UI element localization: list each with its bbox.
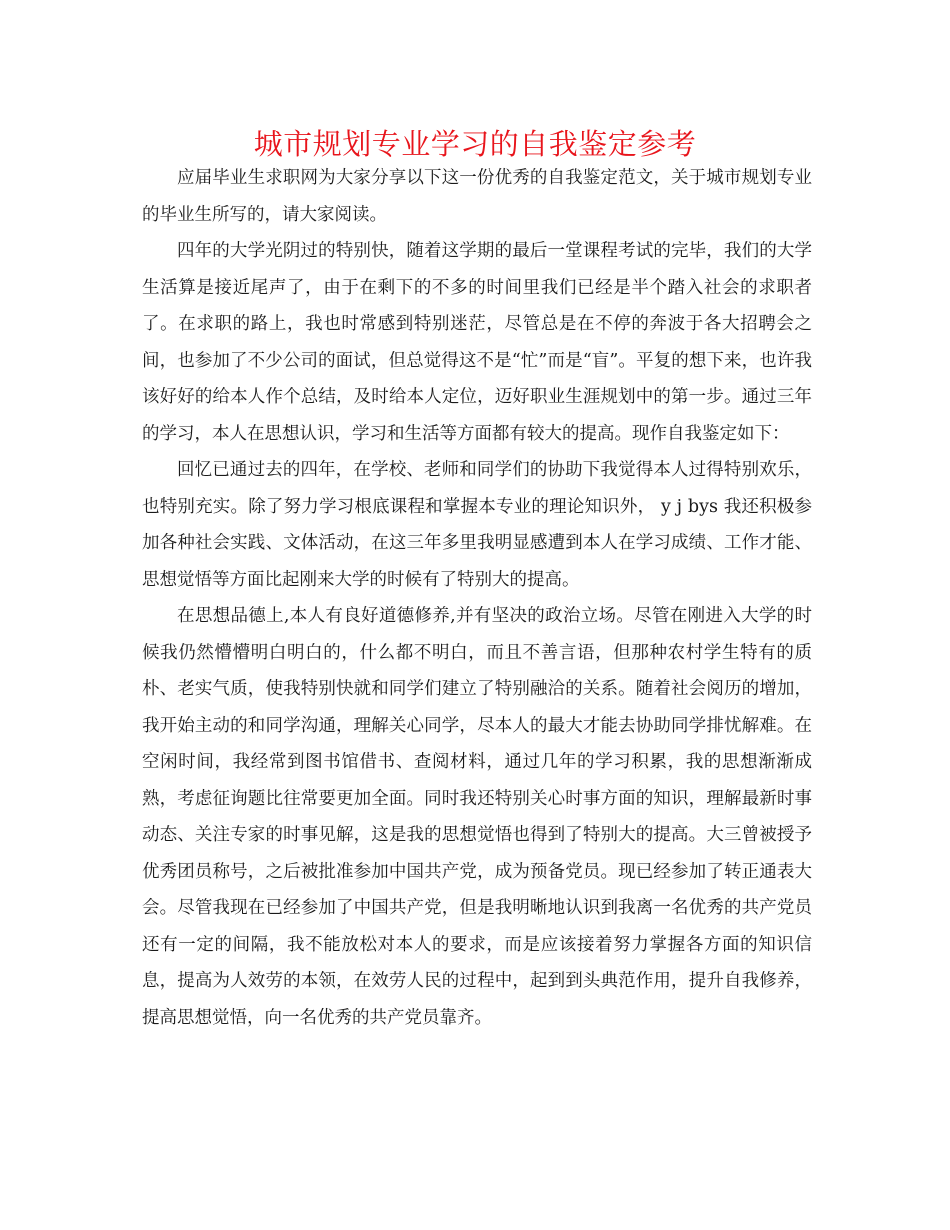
- paragraph-review: 回忆已通过去的四年，在学校、老师和同学们的协助下我觉得本人过得特别欢乐，也特别充实。除了努力学习根底课程和掌握本专业的理论知识外， y j bys 我还积极参加各种社会实践、文体活动，在这三年多里我明显感遭到本人在学习成绩、工作才能、思想觉悟等方面比起刚来大学的时候有了特别大的提高。: [142, 460, 812, 590]
- document-body: [142, 160, 812, 1036]
- paragraph-intro: 应届毕业生求职网为大家分享以下这一份优秀的自我鉴定范文，关于城市规划专业的毕业生所写的，请大家阅读。: [142, 168, 812, 225]
- paragraph-overview: 四年的大学光阴过的特别快，随着这学期的最后一堂课程考试的完毕，我们的大学生活算是接近尾声了，由于在剩下的不多的时间里我们已经是半个踏入社会的求职者了。在求职的路上，我也时常感到特别迷茫，尽管总是在不停的奔波于各大招聘会之间，也参加了不少公司的面试，但总觉得这不是“忙”而是“盲”。平复的想下来，也许我该好好的给本人作个总结，及时给本人定位，迈好职业生涯规划中的第一步。通过三年的学习，本人在思想认识，学习和生活等方面都有较大的提高。现作自我鉴定如下：: [142, 241, 812, 444]
- document-title: 城市规划专业学习的自我鉴定参考: [253, 127, 697, 161]
- paragraph-ideology: 在思想品德上,本人有良好道德修养,并有坚决的政治立场。尽管在刚进入大学的时候我仍然懵懵明白明白的，什么都不明白，而且不善言语，但那种农村学生特有的质朴、老实气质，使我特别快就和同学们建立了特别融洽的关系。随着社会阅历的增加，我开始主动的和同学沟通，理解关心同学，尽本人的最大才能去协助同学排忧解难。在空闲时间，我经常到图书馆借书、查阅材料，通过几年的学习积累，我的思想渐渐成熟，考虑征询题比往常要更加全面。同时我还特别关心时事方面的知识，理解最新时事动态、关注专家的时事见解，这是我的思想觉悟也得到了特别大的提高。大三曾被授予优秀团员称号，之后被批准参加中国共产党，成为预备党员。现已经参加了转正通表大会。尽管我现在已经参加了中国共产党，但是我明晰地认识到我离一名优秀的共产党员还有一定的间隔，我不能放松对本人的要求，而是应该接着努力掌握各方面的知识信息，提高为人效劳的本领，在效劳人民的过程中，起到到头典范作用，提升自我修养，提高思想觉悟，向一名优秀的共产党员靠齐。: [142, 606, 812, 1028]
